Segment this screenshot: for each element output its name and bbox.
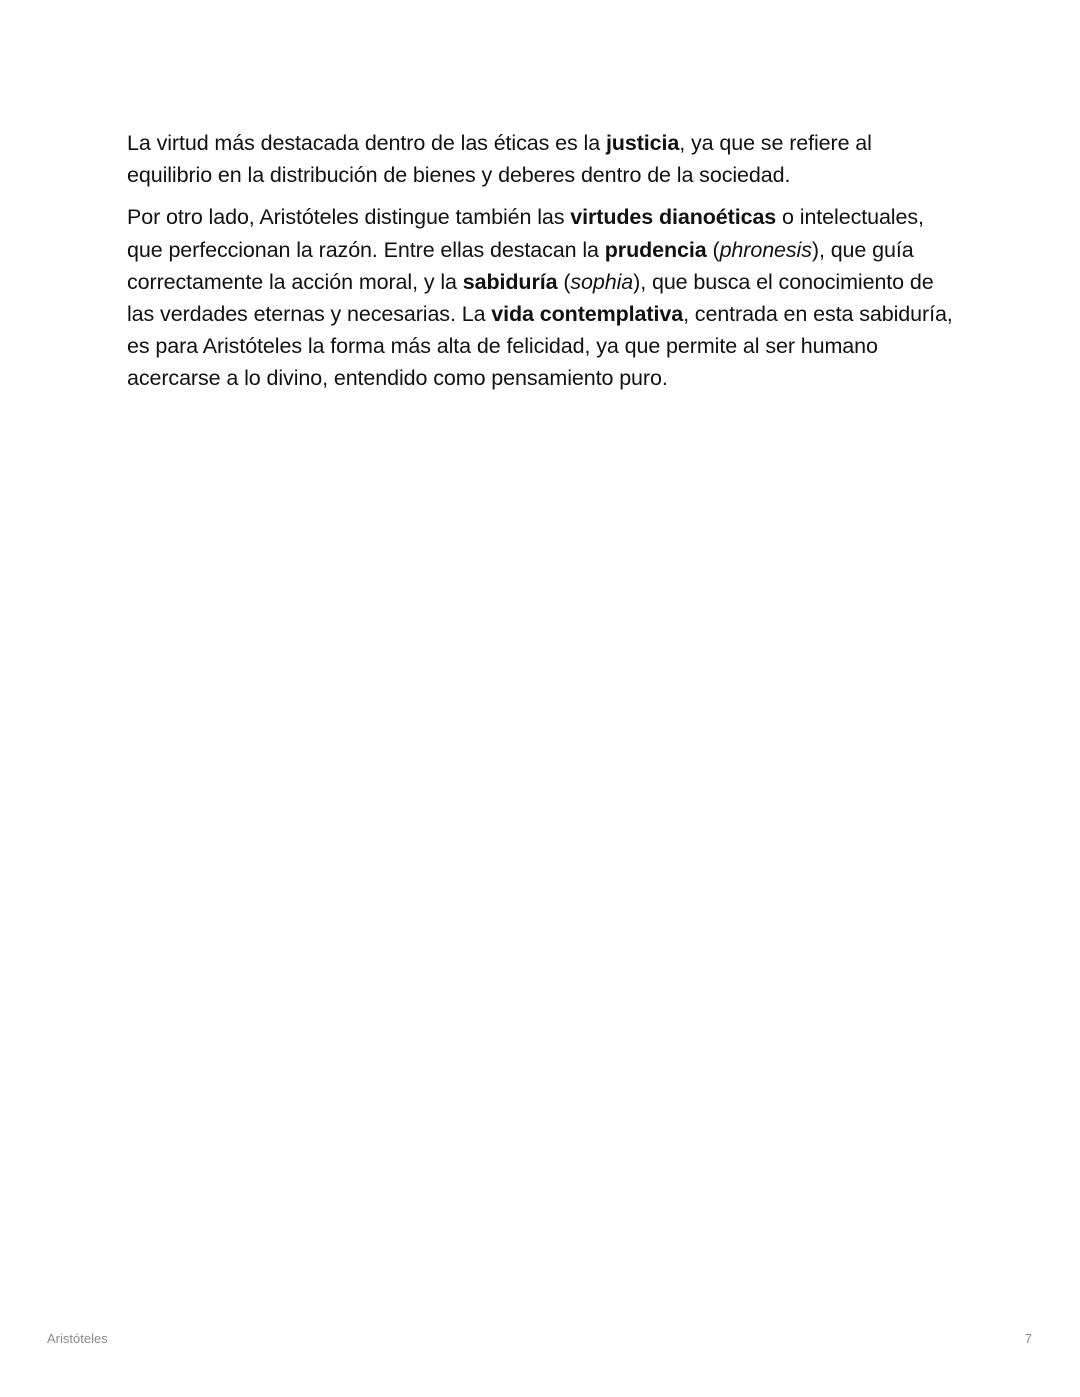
paragraph-virtudes-dianoeticas <box>127 201 957 394</box>
bold-term-sabiduria: sabiduría <box>462 269 558 294</box>
bold-term-prudencia: prudencia <box>604 237 707 262</box>
text-segment: o intelectuales, que perfeccionan la razón. Entre ellas destacan la <box>127 205 924 262</box>
text-segment: , ya que se refiere al equilibrio en la distribución de bienes y deberes dentro de la sociedad. <box>127 131 872 188</box>
text-segment: ), que busca el conocimiento de las verdades eternas y necesarias. La <box>127 269 934 327</box>
text-segment: ( <box>557 269 571 294</box>
page-number: 7 <box>1024 1331 1032 1346</box>
text-segment: Por otro lado, Aristóteles distingue también las <box>127 205 571 230</box>
bold-term-vida-contemplativa: vida contemplativa <box>491 302 684 327</box>
text-segment: La virtud más destacada dentro de las éticas es la <box>127 131 606 155</box>
paragraph-justicia <box>127 127 957 191</box>
text-segment: , centrada en esta sabiduría, es para Aristóteles la forma más alta de felicidad, ya que permite al ser humano acercarse a lo divino, entendido como pensamiento puro. <box>127 302 953 391</box>
text-segment: ( <box>706 237 720 262</box>
italic-term-sophia: sophia <box>570 269 634 294</box>
text-segment: ), que guía correctamente la acción moral, y la <box>127 237 914 294</box>
footer-title: Aristóteles <box>47 1331 108 1346</box>
italic-term-phronesis: phronesis <box>719 237 812 262</box>
document-body <box>127 127 957 405</box>
bold-term-justicia: justicia <box>605 131 680 155</box>
bold-term-virtudes-dianoeticas: virtudes dianoéticas <box>570 205 777 230</box>
